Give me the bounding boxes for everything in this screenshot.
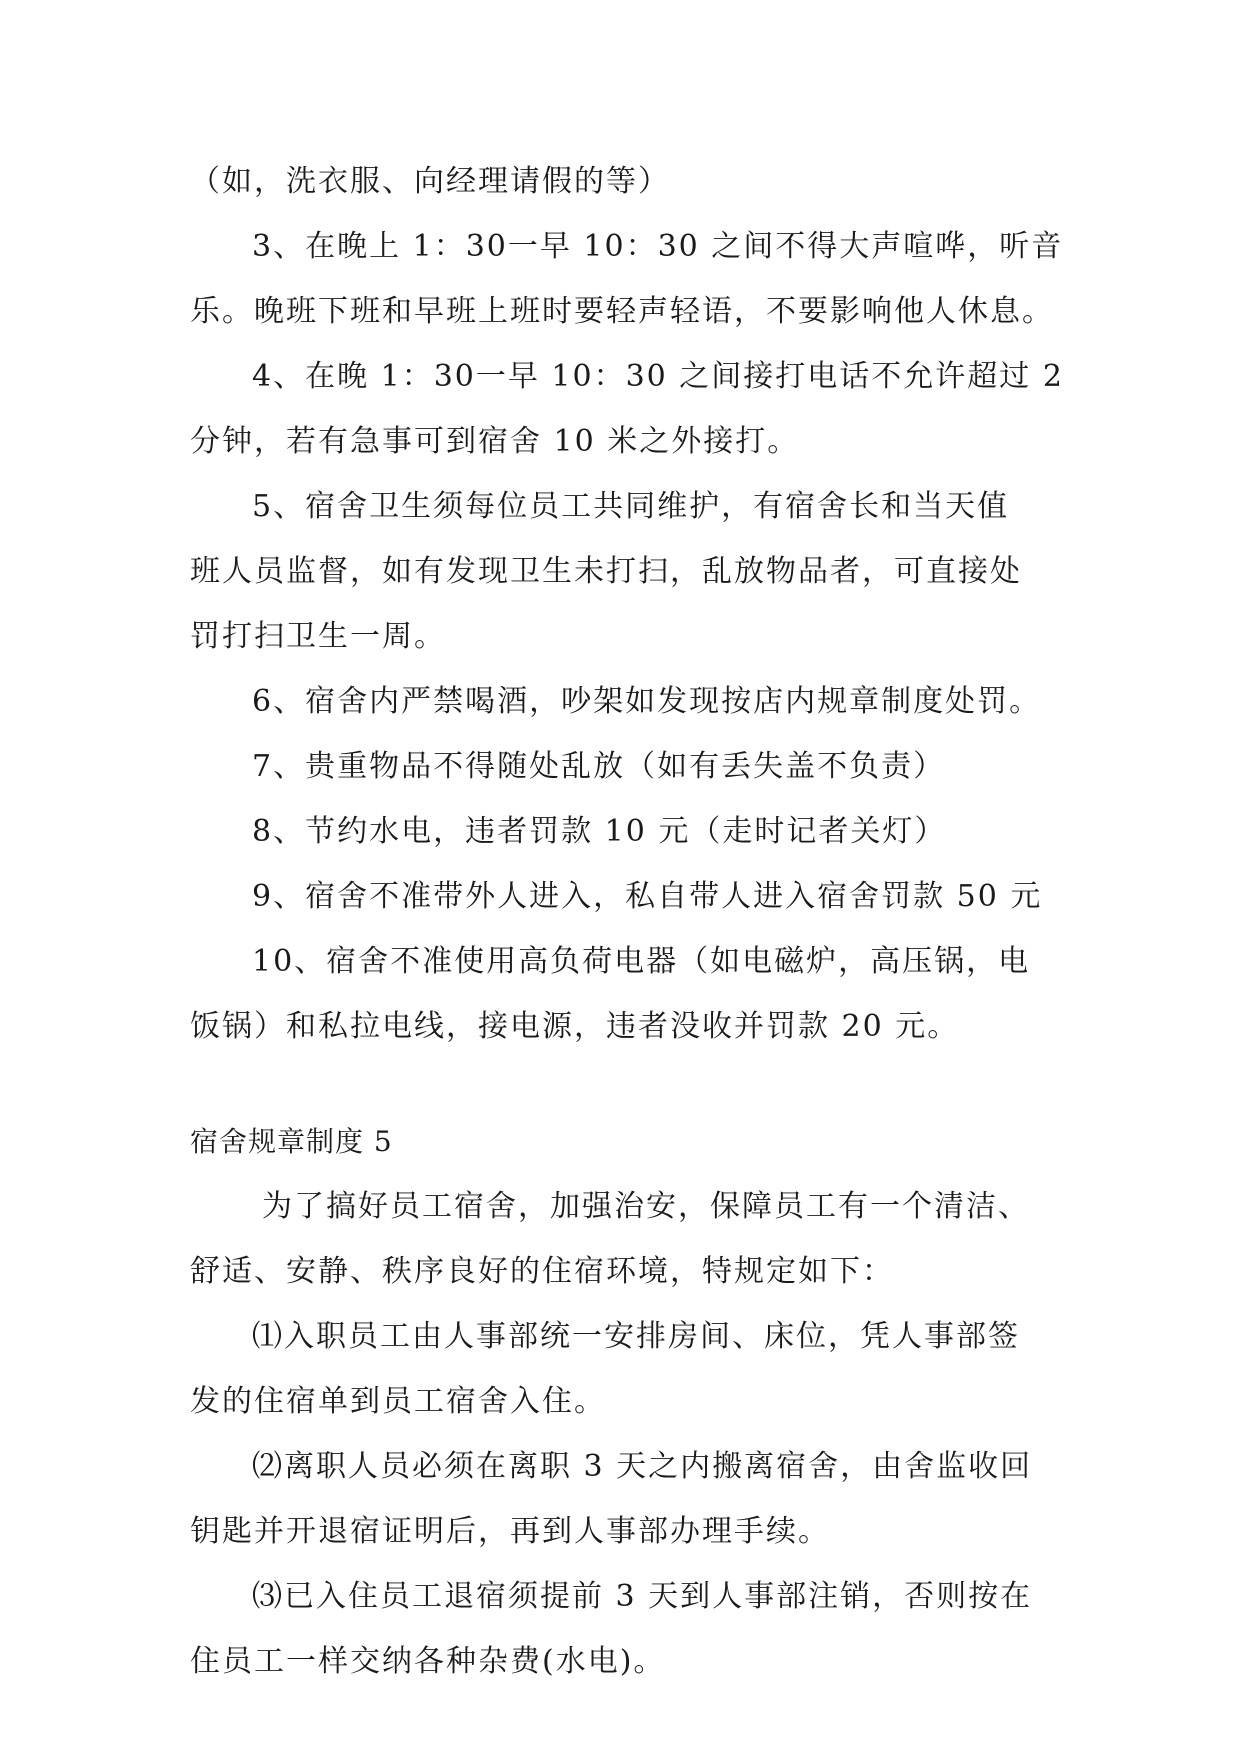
rule-6-line: 6、宿舍内严禁喝酒，吵架如发现按店内规章制度处罚。: [252, 684, 1042, 719]
item-1-line-2: 发的住宿单到员工宿舍入住。: [190, 1384, 606, 1419]
rule-3-line-1: 3、在晚上 1：30一早 10：30 之间不得大声喧哗，听音: [252, 229, 1064, 264]
paragraph-line: （如，洗衣服、向经理请假的等）: [190, 164, 670, 199]
rule-7-line: 7、贵重物品不得随处乱放（如有丢失盖不负责）: [252, 749, 946, 784]
item-3-line-1: ⑶已入住员工退宿须提前 3 天到人事部注销，否则按在: [252, 1579, 1033, 1614]
rule-10-line-2: 饭锅）和私拉电线，接电源，违者没收并罚款 20 元。: [190, 1009, 960, 1044]
rule-5-line-1: 5、宿舍卫生须每位员工共同维护，有宿舍长和当天值: [252, 489, 1010, 524]
intro-line-1: 为了搞好员工宿舍，加强治安，保障员工有一个清洁、: [262, 1189, 1030, 1224]
rule-5-line-2: 班人员监督，如有发现卫生未打扫，乱放物品者，可直接处: [190, 554, 1022, 589]
rule-5-line-3: 罚打扫卫生一周。: [190, 619, 446, 654]
rule-3-line-2: 乐。晚班下班和早班上班时要轻声轻语，不要影响他人休息。: [190, 294, 1054, 329]
rule-4-line-2: 分钟，若有急事可到宿舍 10 米之外接打。: [190, 424, 800, 459]
intro-line-2: 舒适、安静、秩序良好的住宿环境，特规定如下：: [190, 1254, 894, 1289]
rule-4-line-1: 4、在晚 1：30一早 10：30 之间接打电话不允许超过 2: [252, 359, 1064, 394]
rule-10-line-1: 10、宿舍不准使用高负荷电器（如电磁炉，高压锅，电: [252, 944, 1031, 979]
item-1-line-1: ⑴入职员工由人事部统一安排房间、床位，凭人事部签: [252, 1319, 1020, 1354]
item-2-line-2: 钥匙并开退宿证明后，再到人事部办理手续。: [190, 1514, 830, 1549]
rule-9-line: 9、宿舍不准带外人进入，私自带人进入宿舍罚款 50 元: [252, 879, 1043, 914]
item-3-line-2: 住员工一样交纳各种杂费(水电)。: [190, 1644, 666, 1679]
item-2-line-1: ⑵离职人员必须在离职 3 天之内搬离宿舍，由舍监收回: [252, 1449, 1033, 1484]
section-heading: 宿舍规章制度 5: [190, 1125, 393, 1158]
rule-8-line: 8、节约水电，违者罚款 10 元（走时记者关灯）: [252, 814, 947, 849]
